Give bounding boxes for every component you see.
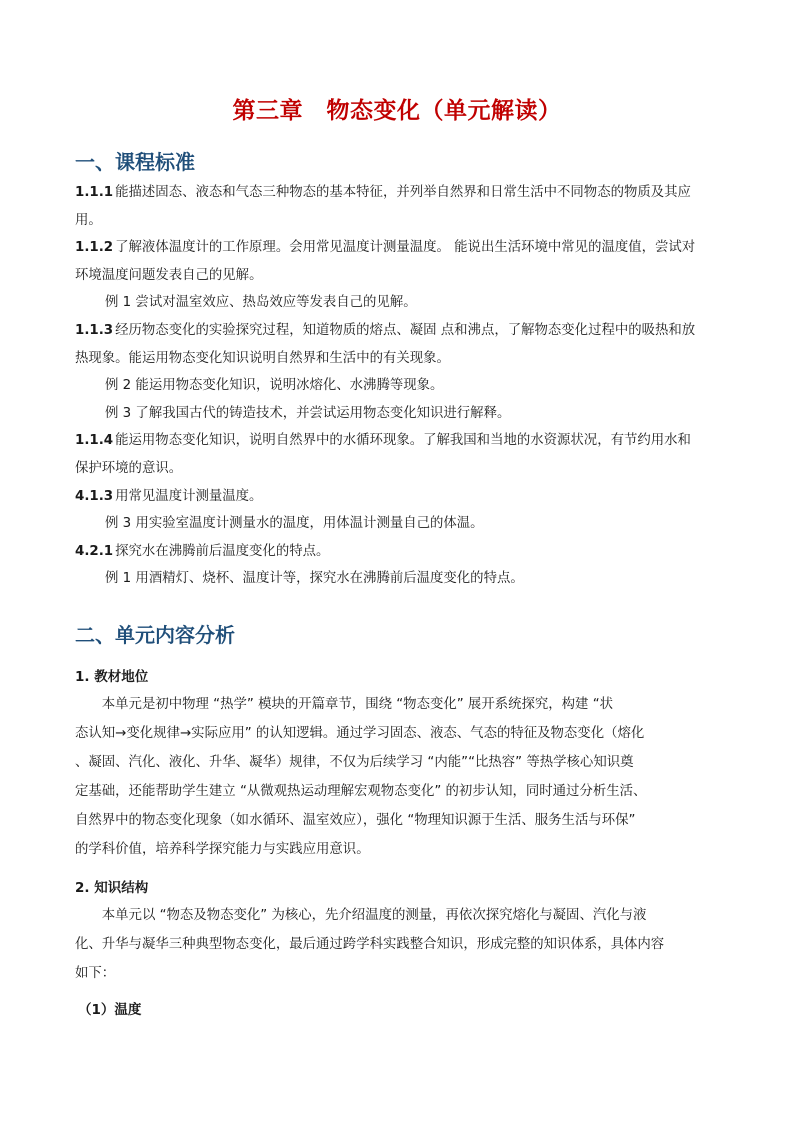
paragraph-line: 态认知→变化规律→实际应用” 的认知逻辑。通过学习固态、液态、气态的特征及物态变化（熔化 bbox=[75, 726, 645, 741]
standard-text: 环境温度问题发表自己的见解。 bbox=[75, 267, 263, 283]
standard-text: 保护环境的意识。 bbox=[75, 461, 183, 476]
curriculum-line bbox=[75, 431, 725, 451]
curriculum-line bbox=[105, 376, 755, 396]
curriculum-line bbox=[75, 542, 725, 562]
standard-number: 1.1.4 bbox=[75, 433, 114, 449]
standard-text: 用。 bbox=[75, 212, 102, 228]
paragraph-line: 化、升华与凝华三种典型物态变化，最后通过跨学科实践整合知识，形成完整的知识体系，具体内容 bbox=[75, 937, 665, 952]
subheading-textbook-position: 1. 教材地位 bbox=[75, 669, 149, 685]
curriculum-line bbox=[75, 238, 725, 258]
curriculum-line bbox=[75, 349, 725, 369]
curriculum-line bbox=[105, 404, 755, 424]
standard-text: 经历物态变化的实验探究过程，知道物质的熔点、凝固 点和沸点，了解物态变化过程中的吸热和放 bbox=[115, 323, 696, 338]
standard-text: 例 3 了解我国古代的铸造技术，并尝试运用物态变化知识进行解释。 bbox=[105, 405, 511, 421]
standard-text: 用常见温度计测量温度。 bbox=[115, 488, 263, 504]
curriculum-line bbox=[75, 487, 725, 507]
standard-text: 探究水在沸腾前后温度变化的特点。 bbox=[115, 543, 330, 559]
standard-text: 能运用物态变化知识，说明自然界中的水循环现象。了解我国和当地的水资源状况，有节约用水和 bbox=[115, 433, 691, 449]
curriculum-line bbox=[105, 293, 755, 313]
curriculum-line bbox=[75, 266, 725, 286]
curriculum-line bbox=[75, 183, 725, 203]
section-heading-analysis: 二、单元内容分析 bbox=[75, 623, 235, 647]
standard-text: 例 1 尝试对温室效应、热岛效应等发表自己的见解。 bbox=[105, 295, 417, 311]
paragraph-line: 本单元以 “物态及物态变化” 为核心，先介绍温度的测量，再依次探究熔化与凝固、汽化与液 bbox=[75, 908, 647, 923]
paragraph-textbook-position bbox=[75, 690, 725, 864]
standard-text: 能描述固态、液态和气态三种物态的基本特征，并列举自然界和日常生活中不同物态的物质及其应 bbox=[115, 185, 691, 200]
subheading-knowledge-structure: 2. 知识结构 bbox=[75, 880, 149, 896]
standard-number: 4.2.1 bbox=[75, 543, 114, 559]
curriculum-line bbox=[105, 514, 755, 534]
curriculum-line bbox=[105, 569, 755, 589]
paragraph-line: 本单元是初中物理 “热学” 模块的开篇章节，围绕 “物态变化” 展开系统探究，构建 “状 bbox=[75, 697, 614, 712]
paragraph-line: 自然界中的物态变化现象（如水循环、温室效应），强化 “物理知识源于生活、服务生活与环保” bbox=[75, 813, 636, 828]
paragraph-line: 、凝固、汽化、液化、升华、凝华）规律，不仅为后续学习 “内能”“比热容” 等热学核心知识奠 bbox=[75, 755, 634, 770]
standard-number: 1.1.3 bbox=[75, 323, 114, 338]
paragraph-knowledge-structure bbox=[75, 901, 725, 988]
paragraph-line: 的学科价值，培养科学探究能力与实践应用意识。 bbox=[75, 842, 370, 857]
standard-text: 了解液体温度计的工作原理。会用常见温度计测量温度。 能说出生活环境中常见的温度值，尝试对 bbox=[115, 240, 696, 256]
page-title: 第三章 物态变化（单元解读） bbox=[232, 97, 562, 124]
subheading-temperature: （1）温度 bbox=[78, 1002, 142, 1018]
curriculum-line bbox=[75, 459, 725, 479]
standard-text: 例 1 用酒精灯、烧杯、温度计等，探究水在沸腾前后温度变化的特点。 bbox=[105, 571, 524, 587]
standard-number: 1.1.2 bbox=[75, 240, 114, 256]
paragraph-line: 如下： bbox=[75, 966, 116, 981]
paragraph-line: 定基础，还能帮助学生建立 “从微观热运动理解宏观物态变化” 的初步认知，同时通过分析生活、 bbox=[75, 784, 647, 799]
standard-number: 1.1.1 bbox=[75, 185, 114, 200]
standard-text: 例 2 能运用物态变化知识，说明冰熔化、水沸腾等现象。 bbox=[105, 378, 444, 394]
standard-text: 例 3 用实验室温度计测量水的温度，用体温计测量自己的体温。 bbox=[105, 516, 484, 532]
curriculum-line bbox=[75, 211, 725, 231]
curriculum-line bbox=[75, 321, 725, 341]
section-heading-curriculum: 一、课程标准 bbox=[75, 150, 195, 174]
standard-number: 4.1.3 bbox=[75, 488, 114, 504]
standard-text: 热现象。能运用物态变化知识说明自然界和生活中的有关现象。 bbox=[75, 350, 450, 366]
